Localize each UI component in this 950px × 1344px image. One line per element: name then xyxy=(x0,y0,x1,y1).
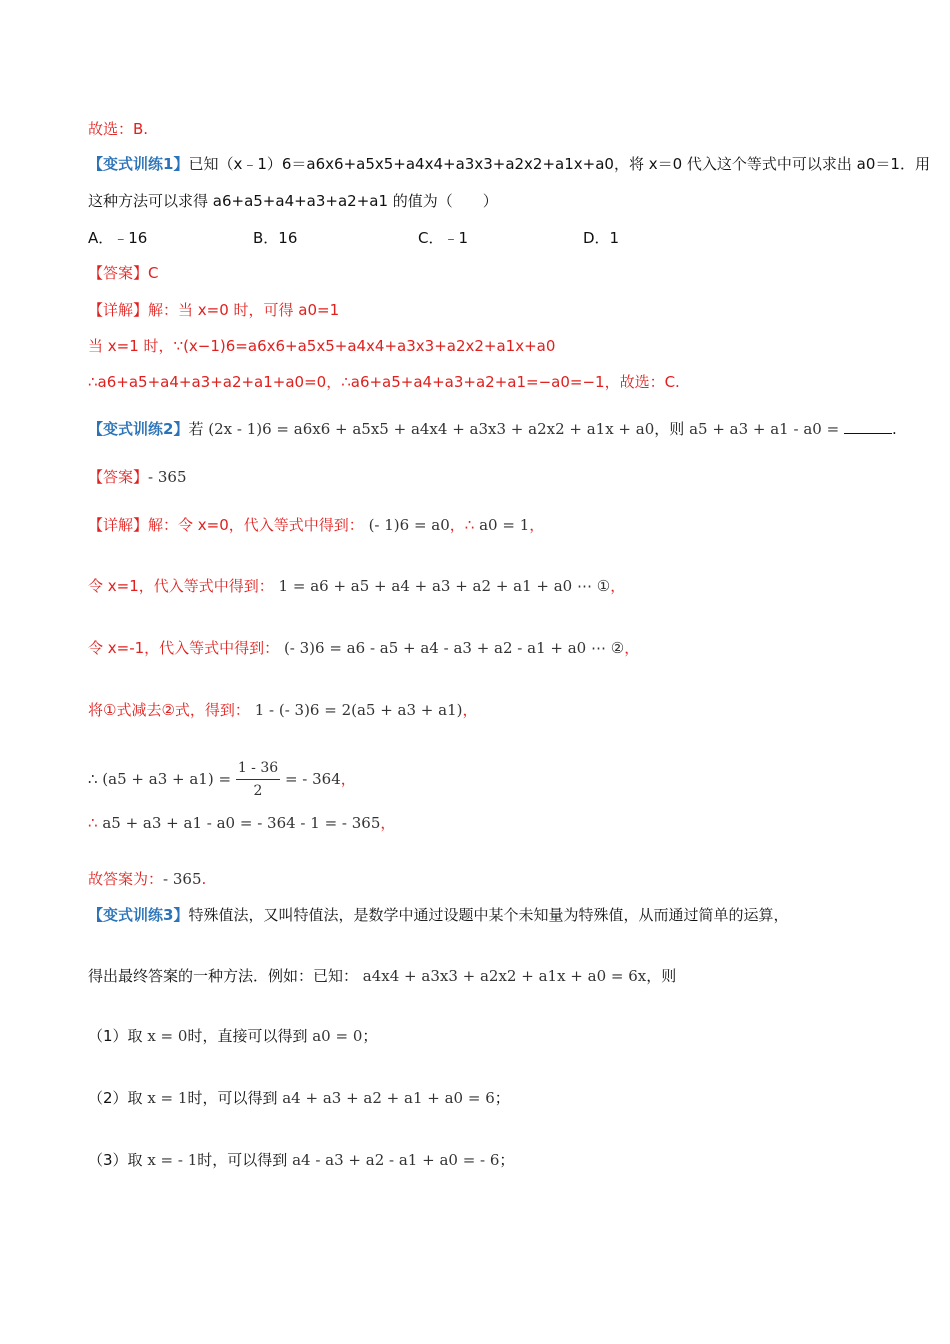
detail-punct: ， xyxy=(380,814,396,832)
exercise1-tag: 【变式训练1】 xyxy=(88,155,189,173)
exercise1-text-prefix: 已知（x﹣1） xyxy=(188,155,282,173)
item-punct: ； xyxy=(362,1027,378,1045)
exercise3-tag: 【变式训练3】 xyxy=(88,906,189,924)
detail-text: 解：当 x=0 时，可得 a0=1 xyxy=(148,301,340,319)
detail-text: 将①式减去②式，得到： xyxy=(88,701,250,719)
detail-text: 令 x=1，代入等式中得到： xyxy=(88,577,274,595)
exercise2-answer xyxy=(88,466,186,488)
item-result: a0 = 0 xyxy=(312,1027,363,1045)
exercise1-equation: 6＝a6x6+a5x5+a4x4+a3x3+a2x2+a1x+a0，将 x＝0 代入这个等式中可以求出 a0＝1．用 xyxy=(281,155,930,173)
exercise3-line2 xyxy=(88,965,676,987)
detail-equation: (- 3)6 = a6 - a5 + a4 - a3 + a2 - a1 + a0 ⋯ ② xyxy=(283,639,625,657)
exercise2-detail-line5 xyxy=(88,757,356,802)
detail-text: 令 x=-1，代入等式中得到： xyxy=(88,639,280,657)
answer-tag: 【答案】 xyxy=(88,468,149,486)
detail-punct: ， xyxy=(462,701,478,719)
fraction xyxy=(236,757,280,802)
answer-blank xyxy=(844,419,892,434)
detail-equation: 1 - (- 3)6 = 2(a5 + a3 + a1) xyxy=(254,701,463,719)
detail-punct: ， xyxy=(529,516,545,534)
exercise1-detail-line2: 当 x=1 时，∵(x−1)6=a6x6+a5x5+a4x4+a3x3+a2x2+a1x+a0 xyxy=(88,337,556,355)
detail-text: 解：令 x=0，代入等式中得到： xyxy=(148,516,364,534)
fraction-numerator: 1 - 36 xyxy=(236,757,280,780)
exercise2-detail-line6 xyxy=(88,812,395,834)
detail-equation: 1 = a6 + a5 + a4 + a3 + a2 + a1 + a0 ⋯ ① xyxy=(278,577,611,595)
exercise3-item-3 xyxy=(88,1149,514,1171)
exercise2-ruo: 若 xyxy=(188,420,204,438)
exercise1-detail-line1 xyxy=(88,299,339,321)
exercise1-question-line1 xyxy=(88,153,930,175)
detail-equation: a5 + a3 + a1 - a0 = - 364 - 1 = - 365 xyxy=(102,814,381,832)
exercise2-question xyxy=(88,418,897,440)
item-number: （1）取 xyxy=(88,1027,143,1045)
item-punct: ； xyxy=(499,1151,515,1169)
item-result: a4 + a3 + a2 + a1 + a0 = 6 xyxy=(282,1089,495,1107)
detail-equation-lhs: ∴ (a5 + a3 + a1) = xyxy=(88,770,232,788)
exercise1-question-line2: 这种方法可以求得 a6+a5+a4+a3+a2+a1 的值为（ ） xyxy=(88,192,498,210)
detail-equation-rhs: = - 364 xyxy=(284,770,341,788)
item-condition: x = - 1 xyxy=(147,1151,198,1169)
exercise2-period: . xyxy=(891,420,897,438)
detail-punct: ， xyxy=(340,770,356,788)
item-text: 时，可以得到 xyxy=(197,1151,288,1169)
final-value: - 365 xyxy=(163,870,202,888)
exercise2-ze: ，则 xyxy=(654,420,685,438)
exercise3-item-1 xyxy=(88,1025,377,1047)
exercise2-tag: 【变式训练2】 xyxy=(88,420,189,438)
exercise2-ask-equation: a5 + a3 + a1 - a0 = xyxy=(689,420,840,438)
therefore-symbol: ∴ xyxy=(88,814,98,832)
exercise2-final-answer xyxy=(88,868,206,890)
exercise2-main-equation: (2x - 1)6 = a6x6 + a5x5 + a4x4 + a3x3 + a2x2 + a1x + a0 xyxy=(208,420,655,438)
exercise3-line1 xyxy=(88,904,788,926)
detail-connector: ，∴ xyxy=(449,516,475,534)
item-result: a4 - a3 + a2 - a1 + a0 = - 6 xyxy=(292,1151,500,1169)
previous-answer-line: 故选：B. xyxy=(88,120,149,138)
exercise2-detail-line4 xyxy=(88,699,478,721)
answer-value: C xyxy=(148,264,159,282)
item-number: （2）取 xyxy=(88,1089,143,1107)
final-punct: . xyxy=(201,870,207,888)
exercise1-answer xyxy=(88,262,159,284)
exercise3-text2-end: ，则 xyxy=(646,967,677,985)
item-number: （3）取 xyxy=(88,1151,143,1169)
exercise1-option-c: C．﹣1 xyxy=(418,229,469,247)
exercise2-detail-line2 xyxy=(88,575,625,597)
exercise3-text: 特殊值法，又叫特值法，是数学中通过设题中某个未知量为特殊值，从而通过简单的运算， xyxy=(188,906,789,924)
fraction-denominator: 2 xyxy=(253,783,263,799)
item-condition: x = 0 xyxy=(147,1027,188,1045)
item-text: 时，直接可以得到 xyxy=(187,1027,308,1045)
final-text: 故答案为： xyxy=(88,870,164,888)
exercise1-option-a: A．﹣16 xyxy=(88,229,148,247)
detail-punct: ， xyxy=(624,639,640,657)
exercise1-option-b: B．16 xyxy=(253,229,298,247)
answer-tag: 【答案】 xyxy=(88,264,149,282)
detail-equation-2: a0 = 1 xyxy=(479,516,530,534)
detail-tag: 【详解】 xyxy=(88,301,149,319)
item-condition: x = 1 xyxy=(147,1089,188,1107)
exercise3-item-2 xyxy=(88,1087,510,1109)
exercise3-text2: 得出最终答案的一种方法．例如：已知： xyxy=(88,967,359,985)
exercise3-equation: a4x4 + a3x3 + a2x2 + a1x + a0 = 6x xyxy=(362,967,647,985)
exercise1-detail-line3: ∴a6+a5+a4+a3+a2+a1+a0=0，∴a6+a5+a4+a3+a2+a1=−a0=−1，故选：C. xyxy=(88,373,680,391)
item-text: 时，可以得到 xyxy=(187,1089,278,1107)
detail-punct: ， xyxy=(610,577,626,595)
answer-value: - 365 xyxy=(148,468,187,486)
item-punct: ； xyxy=(494,1089,510,1107)
exercise2-detail-line1 xyxy=(88,514,544,536)
detail-equation: (- 1)6 = a0 xyxy=(368,516,450,534)
detail-tag: 【详解】 xyxy=(88,516,149,534)
exercise2-detail-line3 xyxy=(88,637,639,659)
exercise1-option-d: D．1 xyxy=(583,229,620,247)
